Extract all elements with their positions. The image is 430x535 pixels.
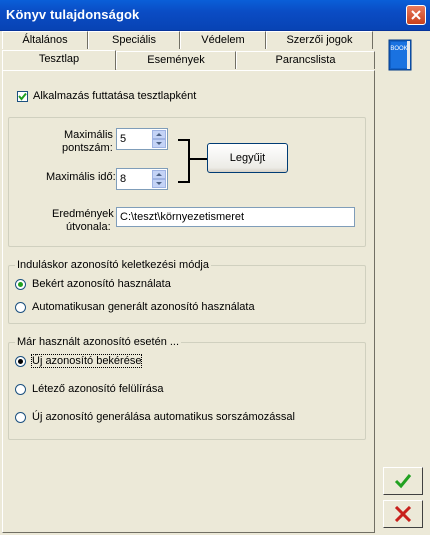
spin-up-icon[interactable] bbox=[152, 170, 166, 179]
close-icon bbox=[411, 10, 421, 20]
radio-auto-numbering-label: Új azonosító generálása automatikus sorszámozással bbox=[32, 411, 295, 423]
radio-auto-id-label: Automatikusan generált azonosító használata bbox=[32, 301, 255, 313]
tab-parancslista[interactable]: Parancslista bbox=[236, 51, 375, 69]
radio-auto-numbering[interactable] bbox=[15, 412, 26, 423]
spin-down-icon[interactable] bbox=[152, 179, 166, 188]
tab-vedelem[interactable]: Védelem bbox=[180, 31, 266, 49]
max-score-value: 5 bbox=[120, 133, 127, 145]
tab-esemenyek[interactable]: Események bbox=[116, 51, 236, 69]
radio-requested-id-label: Bekért azonosító használata bbox=[32, 278, 171, 290]
close-button[interactable] bbox=[406, 5, 426, 25]
radio-new-id-prompt-label: Új azonosító bekérése bbox=[32, 355, 142, 367]
radio-auto-id[interactable] bbox=[15, 302, 26, 313]
results-path-input[interactable]: C:\teszt\környezetismeret bbox=[116, 207, 355, 227]
title-bar bbox=[0, 0, 430, 31]
collect-button[interactable]: Legyűjt bbox=[207, 143, 288, 173]
ok-button[interactable] bbox=[383, 467, 423, 495]
radio-new-id-prompt[interactable] bbox=[15, 356, 26, 367]
results-path-label-2: útvonala: bbox=[66, 221, 111, 233]
radio-overwrite-id-label: Létező azonosító felülírása bbox=[32, 383, 164, 395]
sidebar bbox=[378, 31, 430, 535]
spin-down-icon[interactable] bbox=[152, 139, 166, 148]
radio-overwrite-id[interactable] bbox=[15, 384, 26, 395]
spinner-bracket bbox=[178, 139, 190, 183]
run-as-test-checkbox[interactable] bbox=[17, 91, 28, 102]
max-time-spinner[interactable] bbox=[116, 168, 168, 190]
bracket-connector bbox=[188, 158, 208, 160]
id-mode-groupbox bbox=[8, 265, 366, 324]
cross-icon bbox=[394, 506, 412, 522]
max-score-label-1: Maximális bbox=[64, 129, 113, 141]
id-mode-title: Induláskor azonosító keletkezési módja bbox=[17, 259, 209, 271]
book-icon bbox=[388, 39, 412, 71]
existing-id-title: Már használt azonosító esetén ... bbox=[17, 336, 180, 348]
tab-szerzoi-jogok[interactable]: Szerzői jogok bbox=[266, 31, 373, 49]
checkmark-icon bbox=[18, 92, 27, 101]
run-as-test-label: Alkalmazás futtatása tesztlapként bbox=[33, 90, 197, 102]
max-score-spinner[interactable] bbox=[116, 128, 168, 150]
results-path-label-1: Eredmények bbox=[52, 208, 114, 220]
svg-text:BOOK: BOOK bbox=[390, 46, 408, 52]
max-score-label-2: pontszám: bbox=[62, 142, 113, 154]
tab-specialis[interactable]: Speciális bbox=[88, 31, 180, 49]
tab-tesztlap[interactable]: Tesztlap bbox=[2, 50, 116, 70]
max-time-value: 8 bbox=[120, 173, 127, 185]
max-time-label: Maximális idő: bbox=[46, 171, 116, 183]
spin-up-icon[interactable] bbox=[152, 130, 166, 139]
radio-requested-id[interactable] bbox=[15, 279, 26, 290]
cancel-button[interactable] bbox=[383, 500, 423, 528]
tab-altalanos[interactable]: Általános bbox=[2, 31, 88, 49]
window-title: Könyv tulajdonságok bbox=[6, 7, 140, 22]
checkmark-icon bbox=[394, 473, 412, 489]
